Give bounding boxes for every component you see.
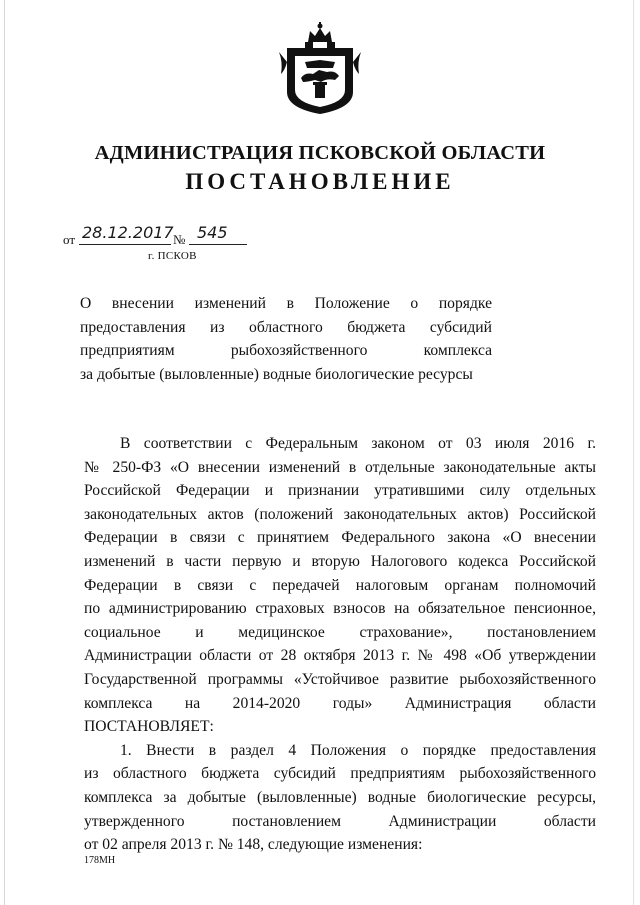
body-line: Государственной программы «Устойчивое развитие рыбохозяйственного <box>84 670 596 688</box>
subject-line: предоставления из областного бюджета субсидий <box>80 318 492 336</box>
number-underline <box>189 244 247 245</box>
subject-line: предприятиям рыбохозяйственного комплекса <box>80 342 492 359</box>
body-line: из областного бюджета субсидий предприятиям рыбохозяйственного <box>84 765 596 783</box>
body-line: ПОСТАНОВЛЯЕТ: <box>84 718 214 736</box>
document-subject <box>80 292 492 386</box>
date-value: 28.12.2017 <box>82 223 174 242</box>
body-line: № 250-ФЗ «О внесении изменений в отдельные законодательные акты <box>84 458 596 476</box>
organization-title: АДМИНИСТРАЦИЯ ПСКОВСКОЙ ОБЛАСТИ <box>94 142 546 164</box>
subject-line: О внесении изменений в Положение о порядке <box>80 295 492 312</box>
date-prefix: от <box>63 232 76 247</box>
number-prefix: № <box>173 232 186 247</box>
body-line: В соответствии с Федеральным законом от 03 июля 2016 г. <box>120 435 596 452</box>
body-line: Федерации в связи с передачей налоговым органам полномочий <box>84 576 596 594</box>
body-line: утвержденного постановлением Администрации области <box>84 812 596 830</box>
document-code: 178МН <box>84 855 116 866</box>
body-line: от 02 апреля 2013 г. № 148, следующие изменения: <box>84 836 423 854</box>
city-label: г. ПСКОВ <box>148 250 197 262</box>
body-line: Российской Федерации и признании утратившими силу отдельных <box>84 482 596 500</box>
body-line: Федерации в связи с принятием Федерального закона «О внесении <box>84 529 596 547</box>
body-line: Администрации области от 28 октября 2013 г. № 498 «Об утверждении <box>84 647 596 665</box>
date-underline <box>79 244 171 245</box>
scan-edge-left <box>4 0 5 905</box>
body-line: социальное и медицинское страхование», постановлением <box>84 623 596 641</box>
date-number-line <box>63 225 263 247</box>
body-line: 1. Внести в раздел 4 Положения о порядке предоставления <box>120 741 596 759</box>
number-value: 545 <box>197 223 228 242</box>
scan-edge-right <box>633 0 634 905</box>
body-line: комплекса на 2014-2020 годы» Администрация области <box>84 694 596 712</box>
body-line: изменений в части первую и вторую Налогового кодекса Российской <box>84 552 596 570</box>
document-body <box>84 432 596 857</box>
subject-line: за добытые (выловленные) водные биологические ресурсы <box>80 365 473 383</box>
body-line: по администрированию страховых взносов на обязательное пенсионное, <box>84 600 596 618</box>
pskov-coat-of-arms-icon <box>275 22 365 116</box>
body-line: законодательных актов (положений законодательных актов) Российской <box>84 505 596 523</box>
document-type: ПОСТАНОВЛЕНИЕ <box>185 169 455 194</box>
body-line: комплекса за добытые (выловленные) водные биологические ресурсы, <box>84 788 596 806</box>
